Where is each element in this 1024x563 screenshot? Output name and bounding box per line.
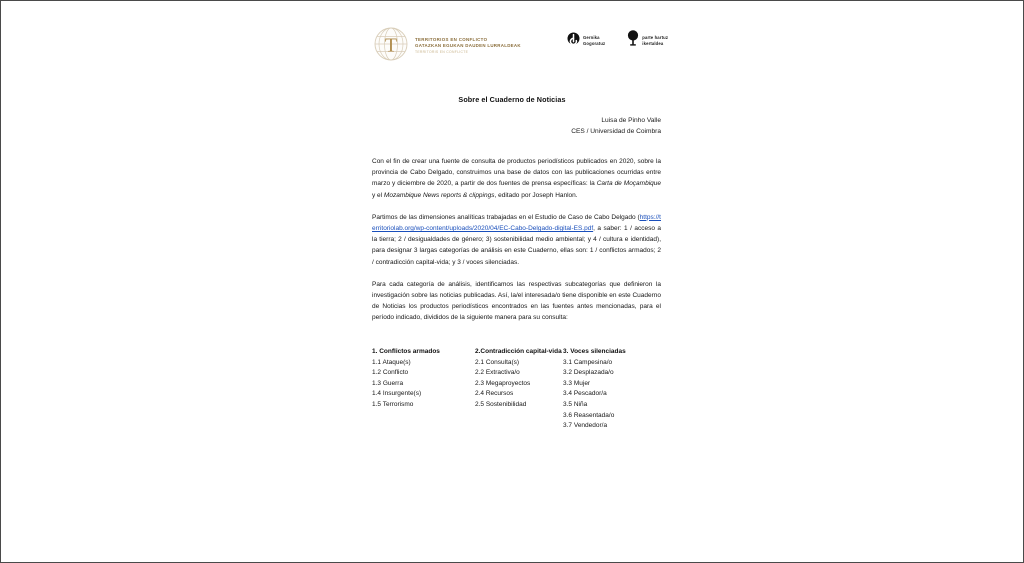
territorios-en-conflicto-logo xyxy=(372,25,521,63)
parte-hartuz-logo-line-1: parte hartuz xyxy=(642,35,669,40)
category-item: 3.5 Niña xyxy=(563,400,588,408)
category-item: 1.1 Ataque(s) xyxy=(372,358,411,366)
svg-text:T: T xyxy=(384,34,398,57)
category-item-list xyxy=(372,358,475,411)
text-run: Para cada categoría de análisis, identificamos las respectivas subcategorías que definieron la investigación sobre las noticias publicadas. Así, la/el interesada/o tiene disponible en este Cuaderno de Noticias los productos periodísticos encontrados en las fuentes antes mencionadas, para el período indicado, divididos de la siguiente manera para su consulta: xyxy=(372,280,661,322)
category-column-voces-silenciadas xyxy=(563,347,661,432)
territorios-en-conflicto-wordmark xyxy=(415,35,521,54)
document-page xyxy=(1,1,1023,562)
logo-line-3: TERRITORIS EN CONFLICTE xyxy=(415,49,469,54)
author-name: Luisa de Pinho Valle xyxy=(601,117,661,124)
page-title: Sobre el Cuaderno de Noticias xyxy=(458,95,566,104)
category-item: 2.3 Megaproyectos xyxy=(475,379,531,387)
category-item: 2.4 Recursos xyxy=(475,390,514,398)
document-body xyxy=(372,156,661,335)
category-item: 3.7 Vendedor/a xyxy=(563,422,608,430)
category-item: 1.4 Insurgente(s) xyxy=(372,390,422,398)
source-pdf-link[interactable]: https://territoriolab.org/wp-content/uploads/2020/04/EC-Cabo-Delgado-digital-ES.pdf xyxy=(372,213,661,233)
category-item: 2.2 Extractiva/o xyxy=(475,369,520,377)
category-item: 3.1 Campesina/o xyxy=(563,358,613,366)
category-item: 3.2 Desplazada/o xyxy=(563,369,614,377)
text-run: Partimos de las dimensiones analíticas trabajadas en el Estudio de Caso de Cabo Delgado ( xyxy=(372,213,640,221)
text-run: , a saber: 1 / acceso a la tierra; 2 / desigualdades de género; 3) sostenibilidad medio ambiental; y 4 / cultura e identidad), para designar 3 largas categorías de análisis en este Cuaderno, ellas son: 1 / conflictos armados; 2 / contradicción capital-vida; y 3 / voces silenciadas. xyxy=(372,225,661,266)
category-item: 1.3 Guerra xyxy=(372,379,404,387)
parte-hartuz-wordmark xyxy=(642,35,668,46)
partner-logos xyxy=(567,30,668,51)
category-column-conflictos-armados xyxy=(372,347,475,432)
parte-hartuz-logo-line-2: ikertaldea xyxy=(642,41,664,46)
category-item: 2.5 Sostenibilidad xyxy=(475,400,527,408)
category-heading: 3. Voces silenciadas xyxy=(563,348,626,355)
paragraph-1 xyxy=(372,156,661,201)
paragraph-2 xyxy=(372,212,661,268)
parte-hartuz-logo xyxy=(627,30,668,51)
category-item: 3.6 Reasentada/o xyxy=(563,411,615,419)
text-run: , editado por Joseph Hanlon. xyxy=(494,191,578,199)
category-item: 1.5 Terrorismo xyxy=(372,400,414,408)
category-item: 2.1 Consulta(s) xyxy=(475,358,520,366)
gernika-gogoratuz-logo xyxy=(567,32,605,50)
category-item: 1.2 Conflicto xyxy=(372,369,409,377)
logo-line-1: TERRITORIOS EN CONFLICTO xyxy=(415,36,488,42)
italic-title: Carta de Moçambique xyxy=(596,180,661,188)
category-columns xyxy=(372,347,661,432)
gernika-logo-line-1: Gernika xyxy=(583,35,600,40)
byline xyxy=(372,116,661,137)
document-header-logos xyxy=(1,23,1023,69)
category-item-list xyxy=(563,358,661,432)
paragraph-3 xyxy=(372,279,661,324)
gernika-gogoratuz-wordmark xyxy=(583,35,605,46)
logo-line-2: GATAZKAN EGUKAN DAUDEN LURRALDEAK xyxy=(415,43,521,48)
gernika-logo-line-2: Gogoratuz xyxy=(583,41,606,46)
category-item-list xyxy=(475,358,563,411)
category-heading: 1. Conflictos armados xyxy=(372,348,440,355)
author-affiliation: CES / Universidad de Coimbra xyxy=(571,127,661,135)
text-run: Con el fin de crear una fuente de consulta de productos periodísticos publicados en 2020, sobre la provincia de Cabo Delgado, construimos una base de datos con las publicaciones ocurridas entre marzo y diciembre de 2020, a partir de dos fuentes de prensa específicas: la xyxy=(372,158,661,188)
globe-monogram-t-logo-icon xyxy=(372,25,410,63)
gernika-gogoratuz-circle-icon xyxy=(567,32,580,50)
category-heading: 2.Contradicción capital-vida xyxy=(475,348,562,355)
text-run: y el xyxy=(372,191,384,199)
category-item: 3.4 Pescador/a xyxy=(563,390,607,398)
category-column-contradiccion-capital-vida xyxy=(475,347,563,432)
category-item: 3.3 Mujer xyxy=(563,379,591,387)
italic-title: Mozambique News reports & clippings xyxy=(383,191,495,199)
parte-hartuz-balloon-icon xyxy=(627,30,639,51)
